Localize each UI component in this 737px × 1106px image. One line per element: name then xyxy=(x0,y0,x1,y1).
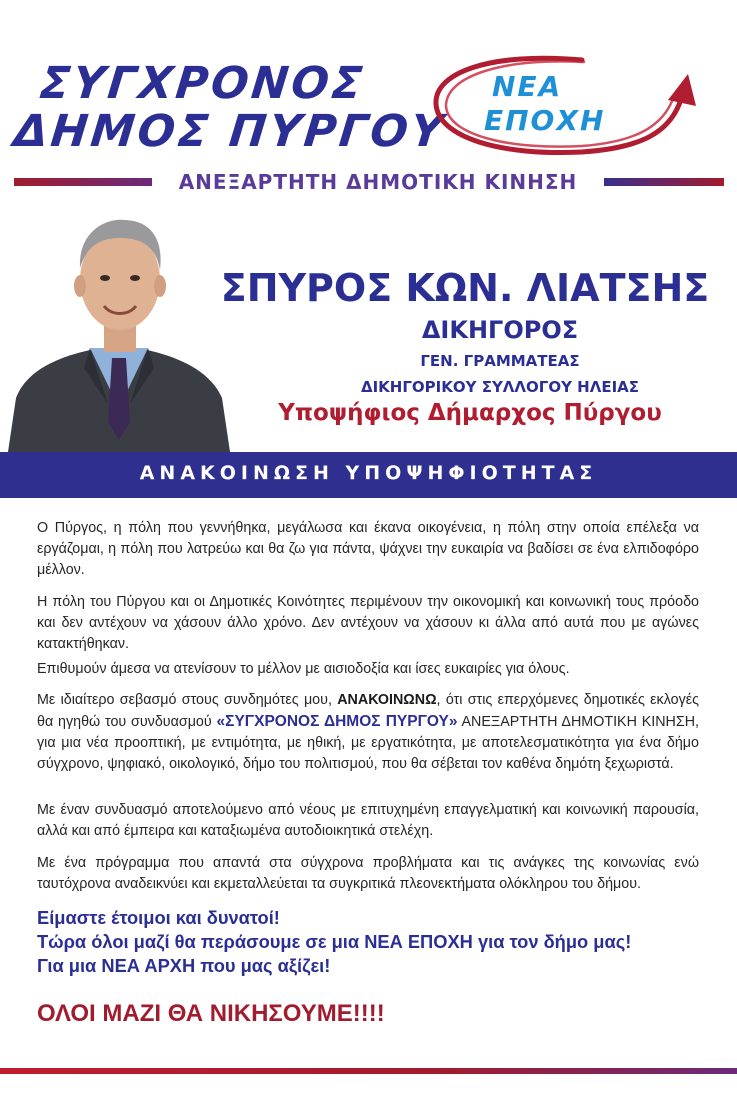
body-paragraph-4 xyxy=(37,690,699,775)
announcement-banner xyxy=(0,452,737,498)
closing-line-3: Για μια ΝΕΑ ΑΡΧΗ που μας αξίζει! xyxy=(37,955,331,976)
movement-band xyxy=(14,170,724,196)
closing-line-1: Είμαστε έτοιμοι και δυνατοί! xyxy=(37,907,280,928)
band-bar-right xyxy=(604,178,724,186)
candidate-photo xyxy=(8,208,230,452)
body-paragraph-1: Ο Πύργος, η πόλη που γεννήθηκα, μεγάλωσα και έκανα οικογένεια, η πόλη στην οποία επέλεξα να εργάζομαι, η πόλη που λατρεύω και θα ζω για πάντα, ψάχνει την ευκαιρία να βαδίσει σε ένα ελπιδοφόρο μέλλον. xyxy=(37,520,699,578)
body-paragraph-6: Με ένα πρόγραμμα που απαντά στα σύγχρονα προβλήματα και τις ανάγκες της κοινωνίας ενώ ταυτόχρονα αναδεικνύει και εκμεταλλεύεται τα συγκριτικά πλεονεκτήματα ολόκληρου του δήμου. xyxy=(37,855,699,892)
final-slogan: ΟΛΟΙ ΜΑΖΙ ΘΑ ΝΙΚΗΣΟΥΜΕ!!!! xyxy=(37,1000,385,1027)
body-paragraph-3: Επιθυμούν άμεσα να ατενίσουν το μέλλον με αισιοδοξία και ίσες ευκαιρίες για όλους. xyxy=(37,661,570,677)
p4-coalition-name: «ΣΥΓΧΡΟΝΟΣ ΔΗΜΟΣ ΠΥΡΓΟΥ» xyxy=(216,713,458,730)
candidate-name: ΣΠΥΡΟΣ ΚΩΝ. ΛΙΑΤΣΗΣ xyxy=(220,266,710,310)
p4-intro: Με ιδιαίτερο σεβασμό στους συνδημότες μου, xyxy=(37,692,338,708)
candidate-role-line2: ΔΙΚΗΓΟΡΙΚΟΥ ΣΥΛΛΟΓΟΥ ΗΛΕΙΑΣ xyxy=(360,378,640,396)
p4-rest: ΑΝΕΞΑΡΤΗΤΗ ΔΗΜΟΤΙΚΗ ΚΙΝΗΣΗ, για μια νέα προοπτική, με εντιμότητα, με ηθική, με εργατικότητα, με αποτελεσματικότητα για ένα δήμο σύγχρονο, ψηφιακό, οικολογικό, δήμο του πολιτισμού, που θα σέβεται τον καθένα δημότη ξεχωριστά. xyxy=(37,714,700,772)
p4-middle: , ότι στις επερχόμενες δημοτικές εκλογές θα ηγηθώ του συνδυασμού xyxy=(37,692,699,730)
candidacy-title: Υποψήφιος Δήμαρχος Πύργου xyxy=(278,400,662,426)
closing-line-2: Τώρα όλοι μαζί θα περάσουμε σε μια ΝΕΑ ΕΠΟΧΗ για τον δήμο μας! xyxy=(37,931,632,952)
candidate-role-line1: ΓΕΝ. ΓΡΑΜΜΑΤΕΑΣ xyxy=(420,352,580,370)
p4-announce: ΑΝΑΚΟΙΝΩΝΩ xyxy=(337,692,437,708)
announcement-banner-text: ΑΝΑΚΟΙΝΩΣΗ ΥΠΟΨΗΦΙΟΤΗΤΑΣ xyxy=(139,462,598,484)
candidate-profession: ΔΙΚΗΓΟΡΟΣ xyxy=(421,316,579,344)
body-paragraph-5: Με έναν συνδυασμό αποτελούμενο από νέους με επιτυχημένη επαγγελματική και κοινωνική παρουσία, αλλά και από έμπειρα και καταξιωμένα αυτοδιοικητικά στελέχη. xyxy=(37,802,699,839)
logo-text-line1: ΝΕΑ xyxy=(492,70,563,103)
footer-divider xyxy=(0,1068,737,1074)
band-text: ΑΝΕΞΑΡΤΗΤΗ ΔΗΜΟΤΙΚΗ ΚΙΝΗΣΗ xyxy=(178,170,578,194)
header-title-line2: ΔΗΜΟΣ ΠΥΡΓΟΥ xyxy=(11,106,449,157)
band-bar-left xyxy=(14,178,152,186)
body-paragraph-2: Η πόλη του Πύργου και οι Δημοτικές Κοινότητες περιμένουν την οικονομική και κοινωνική τους πρόοδο και δεν αντέχουν να χάσουν άλλο χρόνο. Δεν αντέχουν να χάσουν κι άλλα από αυτά που με αγώνες κατακτήθηκαν. xyxy=(37,594,699,652)
header-title-line1: ΣΥΓΧΡΟΝΟΣ xyxy=(37,58,368,109)
logo-text-line2: ΕΠΟΧΗ xyxy=(484,104,606,137)
